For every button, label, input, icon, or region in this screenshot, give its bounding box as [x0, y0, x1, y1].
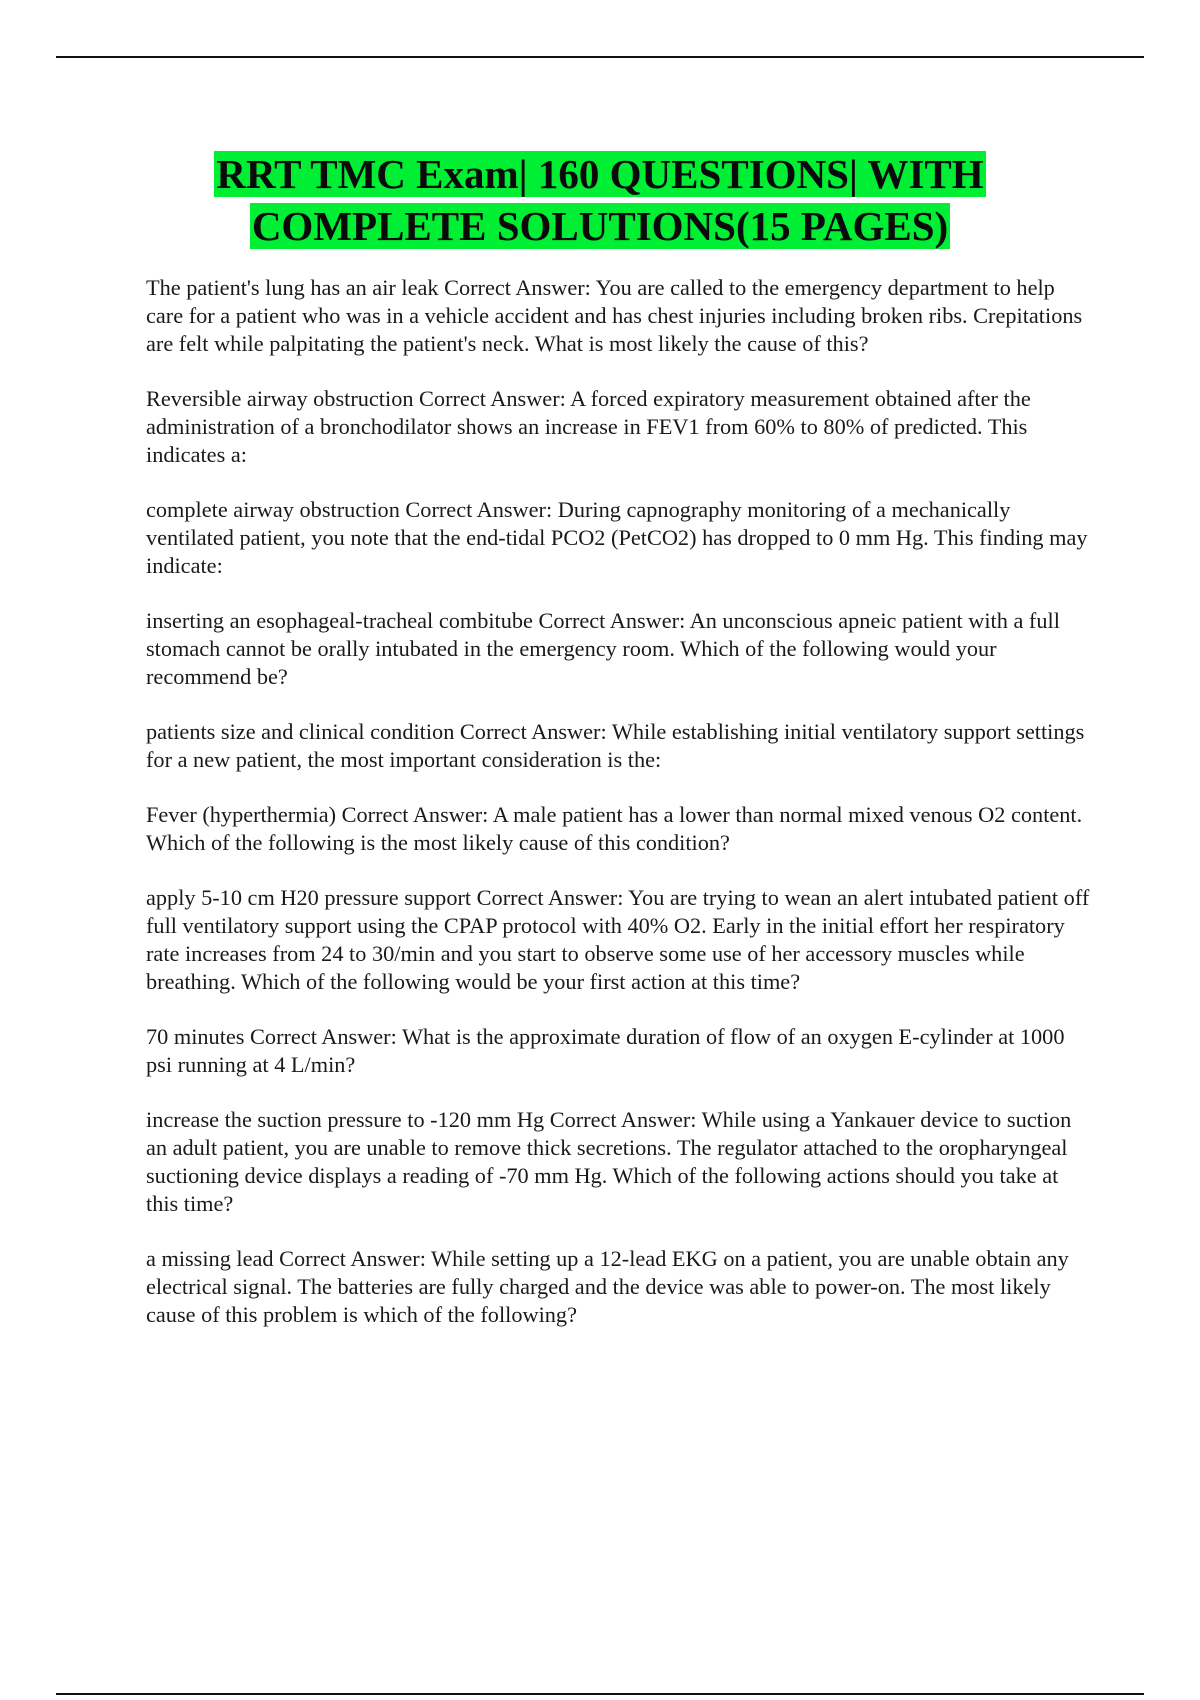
bottom-rule: [56, 1693, 1144, 1695]
qa-item: The patient's lung has an air leak Correct Answer: You are called to the emergency department to help care for a patient who was in a vehicle accident and has chest injuries including broken ribs. Crepitations are felt while palpitating the patient's neck. What is most likely the cause of this?: [146, 275, 1083, 356]
qa-item: increase the suction pressure to -120 mm Hg Correct Answer: While using a Yankauer device to suction an adult patient, you are unable to remove thick secretions. The regulator attached to the oropharyngeal suctioning device displays a reading of -70 mm Hg. Which of the following actions should you take at this time?: [146, 1107, 1072, 1216]
qa-item: a missing lead Correct Answer: While setting up a 12-lead EKG on a patient, you are unable obtain any electrical signal. The batteries are fully charged and the device was able to power-on. The most likely cause of this problem is which of the following?: [146, 1246, 1069, 1327]
qa-list: [146, 274, 1096, 1356]
qa-item: Reversible airway obstruction Correct Answer: A forced expiratory measurement obtained after the administration of a bronchodilator shows an increase in FEV1 from 60% to 80% of predicted. This indicates a:: [146, 386, 1031, 467]
qa-item: patients size and clinical condition Correct Answer: While establishing initial ventilatory support settings for a new patient, the most important consideration is the:: [146, 719, 1085, 772]
page-title-text: RRT TMC Exam| 160 QUESTIONS| WITH COMPLETE SOLUTIONS(15 PAGES): [216, 151, 984, 249]
qa-item: Fever (hyperthermia) Correct Answer: A male patient has a lower than normal mixed venous O2 content. Which of the following is the most likely cause of this condition?: [146, 802, 1083, 855]
title-block: [100, 148, 1100, 252]
qa-item: apply 5-10 cm H20 pressure support Correct Answer: You are trying to wean an alert intubated patient off full ventilatory support using the CPAP protocol with 40% O2. Early in the initial effort her respiratory rate increases from 24 to 30/min and you start to observe some use of her accessory muscles while breathing. Which of the following would be your first action at this time?: [146, 885, 1090, 994]
top-rule: [56, 56, 1144, 58]
qa-item: complete airway obstruction Correct Answer: During capnography monitoring of a mechanically ventilated patient, you note that the end-tidal PCO2 (PetCO2) has dropped to 0 mm Hg. This finding may indicate:: [146, 497, 1088, 578]
qa-item: 70 minutes Correct Answer: What is the approximate duration of flow of an oxygen E-cylinder at 1000 psi running at 4 L/min?: [146, 1024, 1065, 1077]
page-title: [100, 148, 1100, 252]
qa-item: inserting an esophageal-tracheal combitube Correct Answer: An unconscious apneic patient with a full stomach cannot be orally intubated in the emergency room. Which of the following would your recommend be?: [146, 608, 1060, 689]
